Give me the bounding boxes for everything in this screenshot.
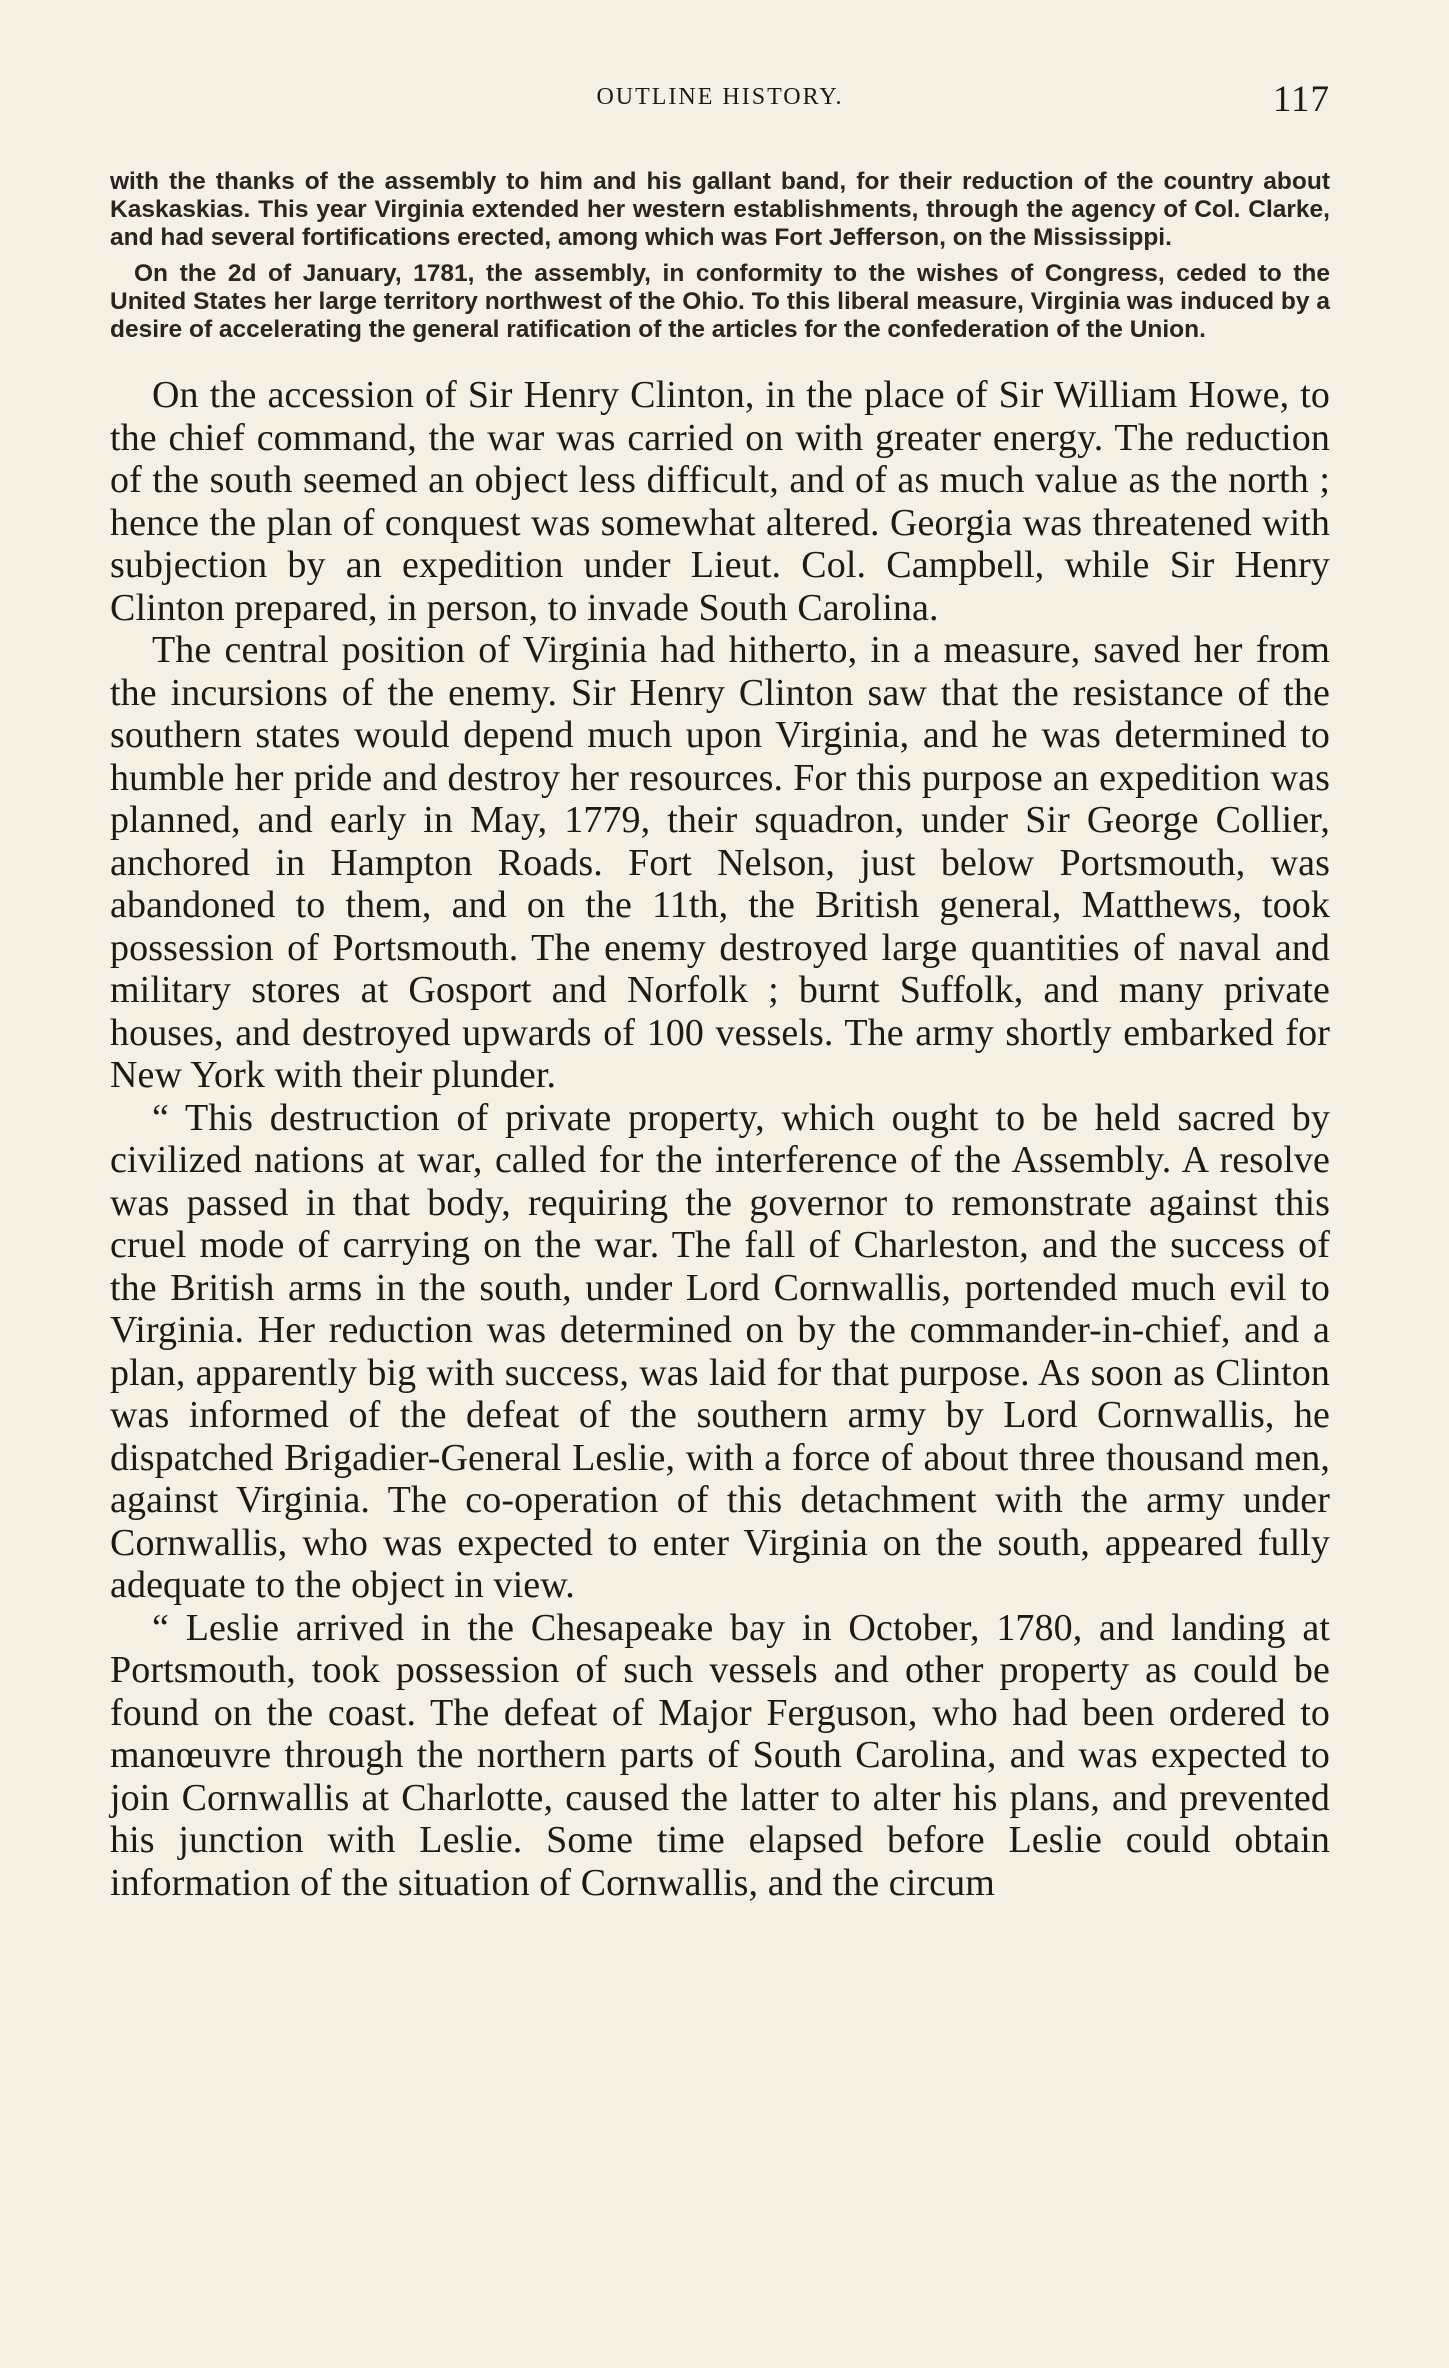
- body-paragraph: On the accession of Sir Henry Clinton, in the place of Sir William Howe, to the chief command, the war was carried on with greater energy. The reduction of the south seemed an object less difficult, and of as much value as the north ; hence the plan of conquest was somewhat altered. Georgia was threatened with subjection by an expedition under Lieut. Col. Campbell, while Sir Henry Clinton prepared, in person, to invade South Carolina.: [110, 374, 1330, 629]
- note-paragraph: with the thanks of the assembly to him and his gallant band, for their reduction of the country about Kaskaskias. This year Virginia extended her western establishments, through the agency of Col. Clarke, and had several fortifications erected, among which was Fort Jefferson, on the Mississippi.: [110, 168, 1330, 251]
- note-paragraph: On the 2d of January, 1781, the assembly, in conformity to the wishes of Congress, ceded to the United States her large territory northwest of the Ohio. To this liberal measure, Virginia was induced by a desire of accelerating the general ratification of the articles for the confederation of the Union.: [110, 260, 1330, 343]
- main-text: [110, 374, 1330, 1904]
- body-paragraph: “ Leslie arrived in the Chesapeake bay in October, 1780, and landing at Portsmouth, took possession of such vessels and other property as could be found on the coast. The defeat of Major Ferguson, who had been ordered to manœuvre through the northern parts of South Carolina, and was expected to join Cornwallis at Charlotte, caused the latter to alter his plans, and prevented his junction with Leslie. Some time elapsed before Leslie could obtain information of the situation of Cornwallis, and the circum: [110, 1606, 1330, 1904]
- page-number: 117: [1272, 79, 1330, 120]
- body-paragraph: The central position of Virginia had hitherto, in a measure, saved her from the incursions of the enemy. Sir Henry Clinton saw that the resistance of the southern states would depend much upon Virginia, and he was determined to humble her pride and destroy her resources. For this purpose an expedition was planned, and early in May, 1779, their squadron, under Sir George Collier, anchored in Hampton Roads. Fort Nelson, just below Portsmouth, was abandoned to them, and on the 11th, the British general, Matthews, took possession of Portsmouth. The enemy destroyed large quantities of naval and military stores at Gosport and Norfolk ; burnt Suffolk, and many private houses, and destroyed upwards of 100 vessels. The army shortly embarked for New York with their plunder.: [110, 629, 1330, 1096]
- page-header: [110, 78, 1330, 128]
- body-paragraph: “ This destruction of private property, which ought to be held sacred by civilized nations at war, called for the interference of the Assembly. A resolve was passed in that body, requiring the governor to remonstrate against this cruel mode of carrying on the war. The fall of Charleston, and the success of the British arms in the south, under Lord Cornwallis, portended much evil to Virginia. Her reduction was determined on by the commander-in-chief, and a plan, apparently big with success, was laid for that purpose. As soon as Clinton was informed of the defeat of the southern army by Lord Cornwallis, he dispatched Brigadier-General Leslie, with a force of about three thousand men, against Virginia. The co-operation of this detachment with the army under Cornwallis, who was expected to enter Virginia on the south, appeared fully adequate to the object in view.: [110, 1096, 1330, 1606]
- footnote-block: [110, 168, 1330, 344]
- book-page: [110, 78, 1330, 1904]
- running-title: OUTLINE HISTORY.: [596, 84, 844, 110]
